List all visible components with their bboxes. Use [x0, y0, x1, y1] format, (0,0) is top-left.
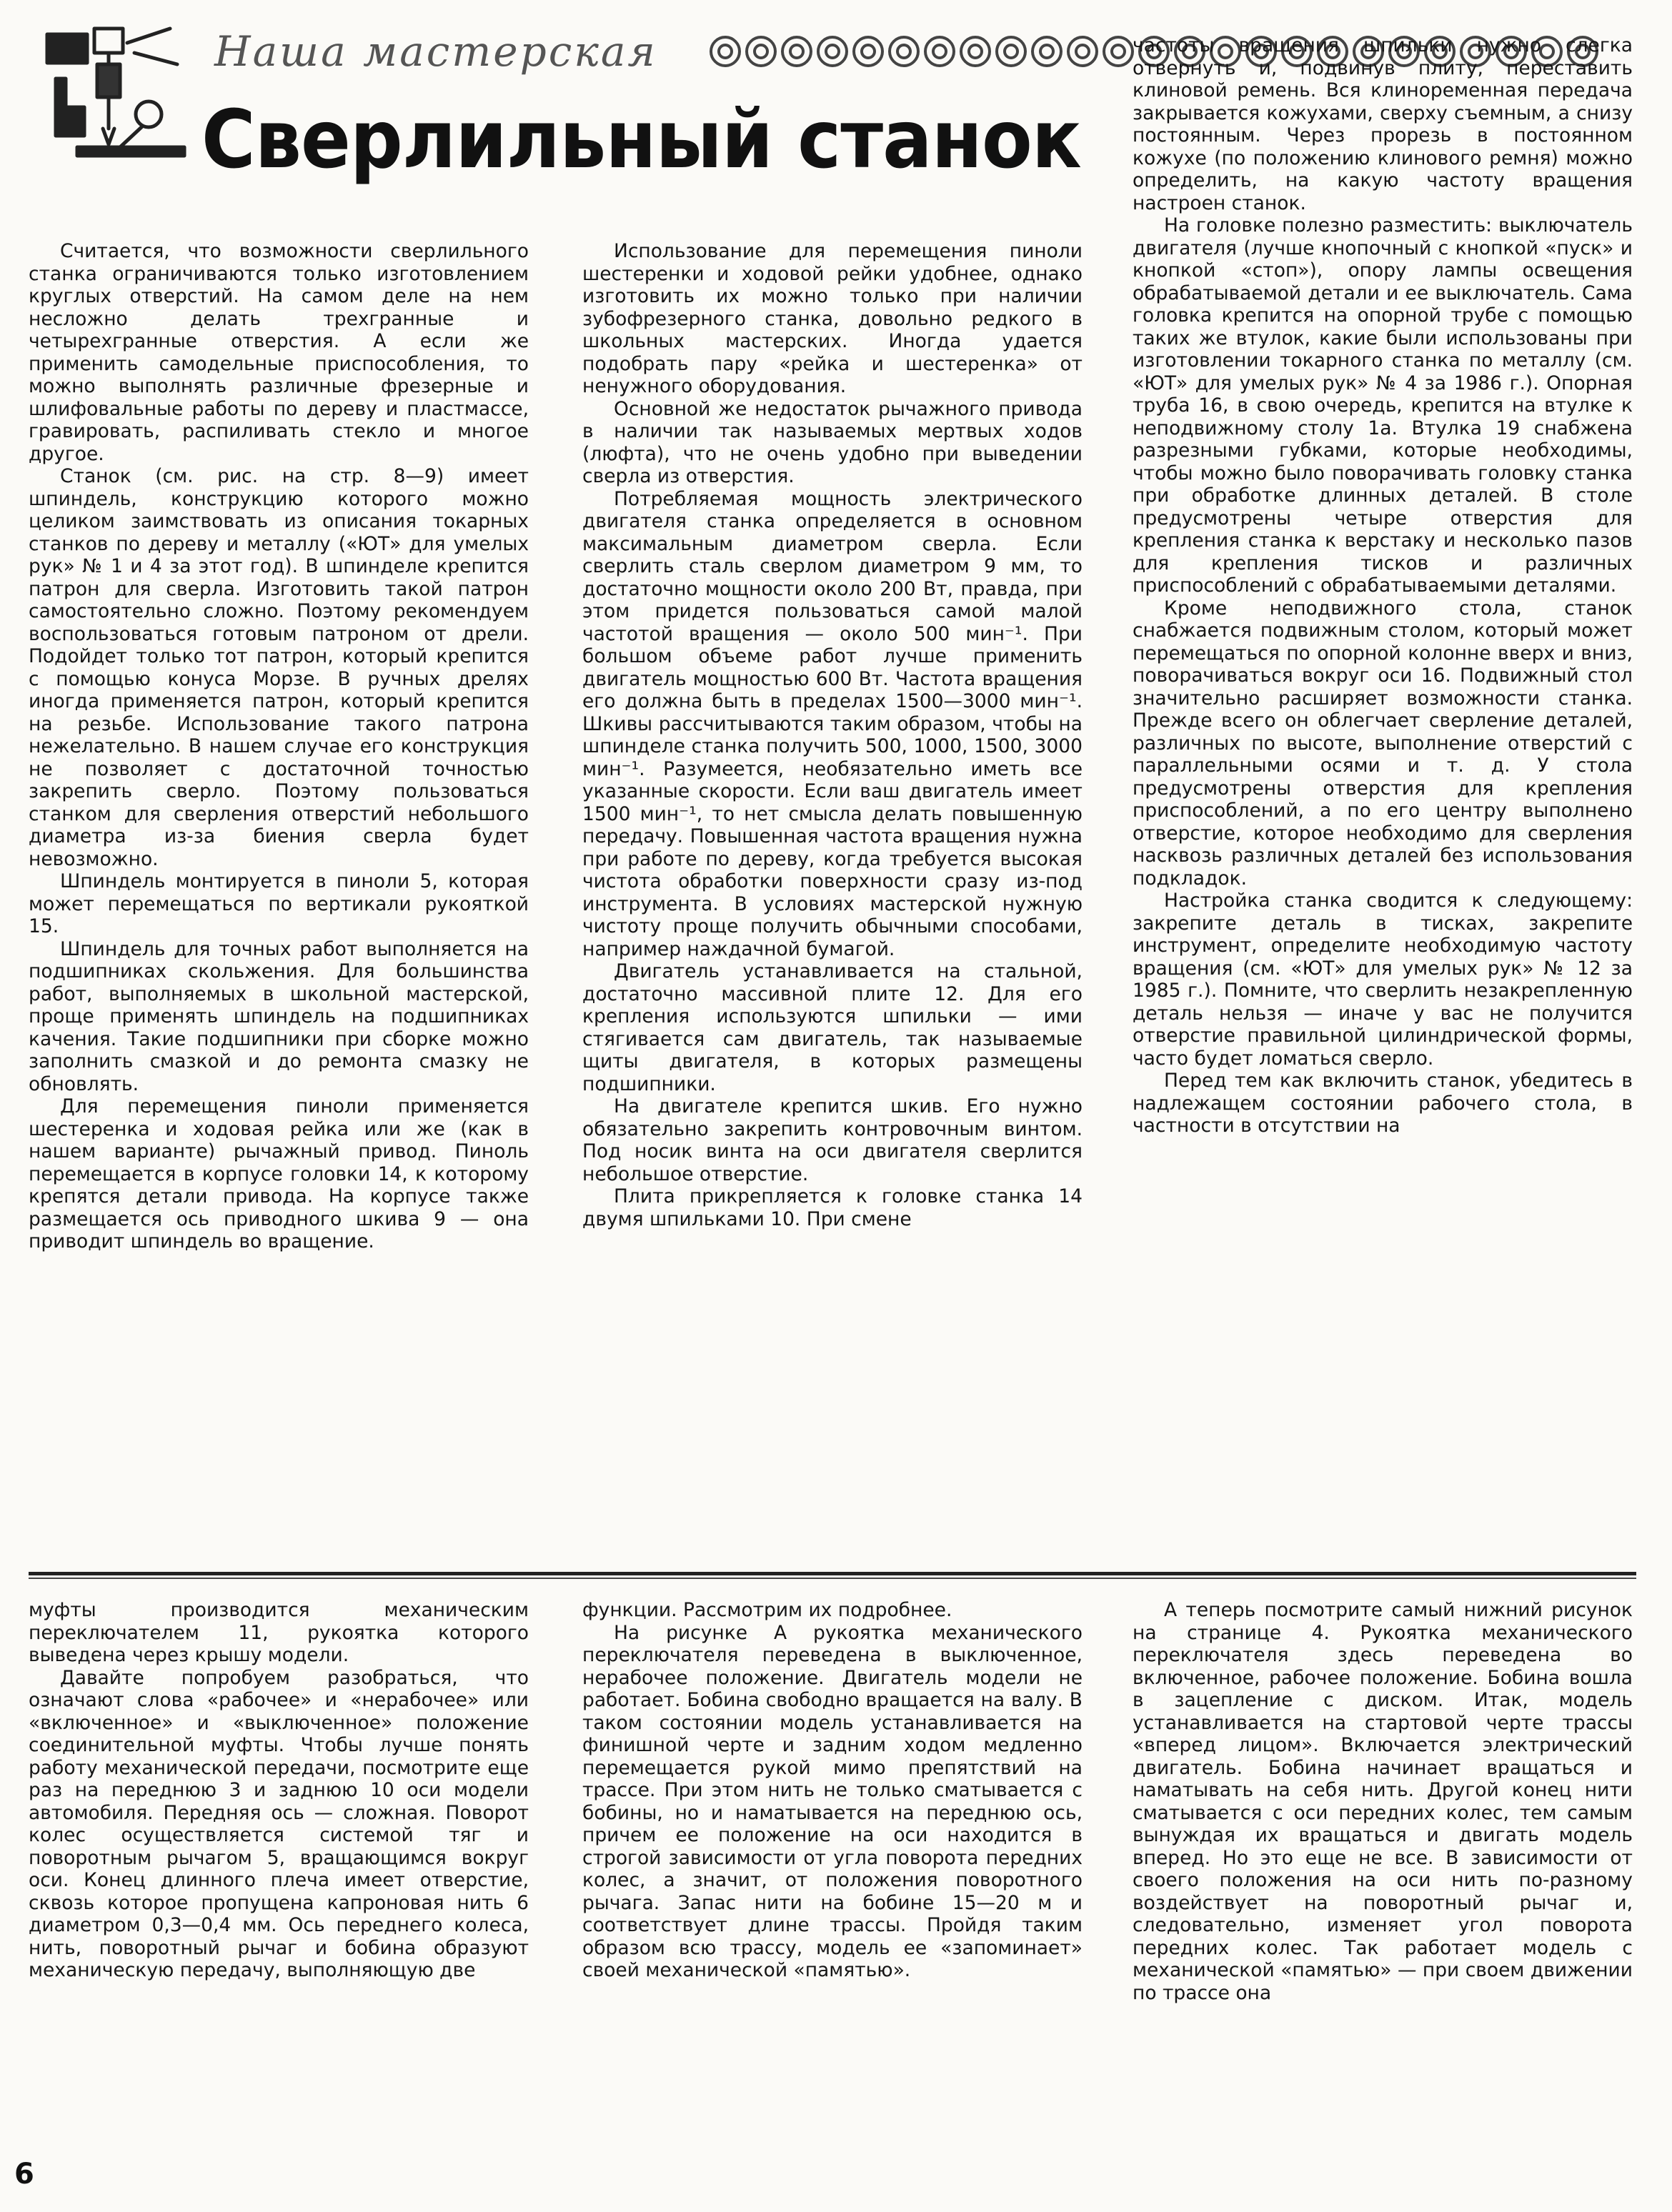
paragraph: Использование для перемещения пиноли шестеренки и ходовой рейки удобнее, однако изготовить их можно только при наличии зубофрезерного станка, довольно редкого в школьных мастерских. Иногда удается подобрать пару «рейка и шестеренка» от ненужного оборудования.: [582, 240, 1083, 397]
paragraph: Кроме неподвижного стола, станок снабжается подвижным столом, который может перемещаться по опорной колонне вверх и вниз, поворачиваться вокруг оси 16. Подвижный стол значительно расширяет возможности станка. Прежде всего он облегчает сверление деталей, различных по высоте, выполнение отверстий с параллельными осями и т. д. У стола предусмотрены отверстия для крепления приспособлений, а по его центру выполнено отверстие, которое необходимо для сверления насквозь различных деталей без использования подкладок.: [1133, 597, 1633, 890]
paragraph: частоты вращения шпильки нужно слегка отвернуть и, подвинув плиту, переставить клиновой ремень. Вся клиноременная передача закрывается кожухами, сверху съемным, а снизу постоянным. Через прорезь в постоянном кожухе (по положению клинового ремня) можно определить, на какую частоту вращения настроен станок.: [1133, 34, 1633, 214]
article-title: Сверлильный станок: [201, 94, 1081, 186]
continuation-column-2: [582, 1599, 1083, 1982]
paragraph: функции. Рассмотрим их подробнее.: [582, 1599, 952, 1621]
paragraph: Настройка станка сводится к следующему: закрепите деталь в тисках, закрепите инструмент, определите необходимую частоту вращения (см. «ЮТ» для умелых рук» № 12 за 1985 г.). Помните, что сверлить незакрепленную деталь нельзя — иначе у вас не получится отверстие правильной цилиндрической формы, часто будет ломаться сверло.: [1133, 890, 1633, 1070]
continuation-column-3: [1133, 1599, 1633, 2004]
section-divider: [29, 1572, 1636, 1582]
paragraph: На двигателе крепится шкив. Его нужно обязательно закрепить контровочным винтом. Под носик винта на оси двигателя сверлится небольшое отверстие.: [582, 1095, 1083, 1185]
paragraph: Потребляемая мощность электрического двигателя станка определяется в основном максимальным диаметром сверла. Если сверлить сталь сверлом диаметром 9 мм, то достаточно мощности около 200 Вт, правда, при этом придется пользоваться самой малой частотой вращения — около 500 мин⁻¹. При большом объеме работ лучше применить двигатель мощностью 600 Вт. Частота вращения его должна быть в пределах 1500—3000 мин⁻¹. Шкивы рассчитываются таким образом, чтобы на шпинделе станка получить 500, 1000, 1500, 3000 мин⁻¹. Разумеется, необязательно иметь все указанные скорости. Если ваш двигатель имеет 1500 мин⁻¹, то нет смысла делать повышенную передачу. Повышенная частота вращения нужна при работе по дереву, когда требуется высокая чистота обработки поверхности сразу из-под инструмента. В условиях мастерской нужную чистоту проще получить обычными способами, например наждачной бумагой.: [582, 487, 1083, 960]
paragraph: На головке полезно разместить: выключатель двигателя (лучше кнопочный с кнопкой «пуск» и кнопкой «стоп»), опору лампы освещения обрабатываемой детали и ее выключатель. Сама головка крепится на опорной трубе с помощью таких же втулок, какие были использованы при изготовлении токарного станка по металлу (см. «ЮТ» для умелых рук» № 4 за 1986 г.). Опорная труба 16, в свою очередь, крепится на втулке к неподвижному столу 1а. Втулка 19 снабжена разрезными губками, которые необходимы, чтобы можно было поворачивать головку станка при обработке длинных деталей. В столе предусмотрены четыре отверстия для крепления станка к верстаку и несколько пазов для крепления тисков и различных приспособлений с обрабатываемыми деталями.: [1133, 214, 1633, 597]
paragraph: Перед тем как включить станок, убедитесь в надлежащем состоянии рабочего стола, в частности в отсутствии на: [1133, 1070, 1633, 1137]
article-column-2: [582, 240, 1083, 1230]
paragraph: Основной же недостаток рычажного привода в наличии так называемых мертвых ходов (люфта), что не очень удобно при выведении сверла из отверстия.: [582, 397, 1083, 487]
paragraph: Шпиндель для точных работ выполняется на подшипниках скольжения. Для большинства работ, выполняемых в школьной мастерской, проще применять шпиндель на подшипниках качения. Такие подшипники при сборке можно заполнить смазкой и до ремонта смазку не обновлять.: [29, 937, 529, 1095]
paragraph: Считается, что возможности сверлильного станка ограничиваются только изготовлением круглых отверстий. На самом деле на нем несложно делать трехгранные и четырехгранные отверстия. А если же применить самодельные приспособления, то можно выполнять различные фрезерные и шлифовальные работы по дереву и пластмассе, гравировать, распиливать стекло и многое другое.: [29, 240, 529, 465]
paragraph: Шпиндель монтируется в пиноли 5, которая может перемещаться по вертикали рукояткой 15.: [29, 870, 529, 937]
paragraph: На рисунке А рукоятка механического переключателя переведена в выключенное, нерабочее положение. Двигатель модели не работает. Бобина свободно вращается на валу. В таком состоянии модель устанавливается на финишной черте и задним ходом медленно перемещается рукой мимо препятствий на трассе. При этом нить не только сматывается с бобины, но и наматывается на переднюю ось, причем ее положение на оси находится в строгой зависимости от угла поворота передних колес, а значит, от положения поворотного рычага. Запас нити на бобине 15—20 м и соответствует длине трассы. Пройдя таким образом всю трассу, модель ее «запоминает» своей механической «памятью».: [582, 1621, 1083, 1981]
paragraph: Давайте попробуем разобраться, что означают слова «рабочее» и «нерабочее» или «включенное» и «выключенное» положение соединительной муфты. Чтобы лучше понять работу механической передачи, посмотрите еще раз на переднюю 3 и заднюю 10 оси модели автомобиля. Передняя ось — сложная. Поворот колес осуществляется системой тяг и поворотным рычагом 5, вращающимся вокруг оси. Конец длинного плеча имеет отверстие, сквозь которое пропущена капроновая нить 6 диаметром 0,3—0,4 мм. Ось переднего колеса, нить, поворотный рычаг и бобина образуют механическую передачу, выполняющую две: [29, 1666, 529, 1981]
paragraph: муфты производится механическим переключателем 11, рукоятка которого выведена через крышу модели.: [29, 1599, 529, 1666]
paragraph: Станок (см. рис. на стр. 8—9) имеет шпиндель, конструкцию которого можно целиком заимствовать из описания токарных станков по дереву и металлу («ЮТ» для умелых рук» № 1 и 4 за этот год). В шпинделе крепится патрон для сверла. Изготовить такой патрон самостоятельно сложно. Поэтому рекомендуем воспользоваться готовым патроном от дрели. Подойдет только тот патрон, который крепится с помощью конуса Морзе. В ручных дрелях иногда применяется патрон, который крепится на резьбе. Использование такого патрона нежелательно. В нашем случае его конструкция не позволяет с достаточной точностью закрепить сверло. Поэтому пользоваться станком для сверления отверстий небольшого диаметра из-за биения сверла будет невозможно.: [29, 465, 529, 870]
section-rubric: Наша мастерская: [214, 27, 657, 76]
page-number: 6: [14, 2158, 34, 2191]
paragraph: А теперь посмотрите самый нижний рисунок на странице 4. Рукоятка механического переключателя здесь переведена во включенное, рабочее положение. Бобина вошла в зацепление с диском. Итак, модель устанавливается на стартовой черте трассы «вперед лицом». Включается электрический двигатель. Бобина начинает вращаться и наматывать на себя нить. Другой конец нити сматывается с оси передних колес, тем самым вынуждая их вращаться и двигать модель вперед. Но это еще не все. В зависимости от своего положения на оси нить по-разному воздействует на поворотный рычаг и, следовательно, изменяет угол поворота передних колес. Так работает модель с механической «памятью» — при своем движении по трассе она: [1133, 1599, 1633, 2004]
article-column-1: [29, 240, 529, 1253]
workshop-logo-icon: [34, 21, 191, 164]
continuation-column-1: [29, 1599, 529, 1982]
paragraph: Двигатель устанавливается на стальной, достаточно массивной плите 12. Для его крепления используются шпильки — ими стягивается сам двигатель, так называемые щиты двигателя, в которых размещены подшипники.: [582, 960, 1083, 1095]
paragraph: Плита прикрепляется к головке станка 14 двумя шпильками 10. При смене: [582, 1185, 1083, 1230]
article-column-3: [1133, 34, 1633, 1137]
paragraph: Для перемещения пиноли применяется шестеренка и ходовая рейка или же (как в нашем варианте) рычажный привод. Пиноль перемещается в корпусе головки 14, к которому крепятся детали привода. На корпусе также размещается ось приводного шкива 9 — она приводит шпиндель во вращение.: [29, 1095, 529, 1252]
